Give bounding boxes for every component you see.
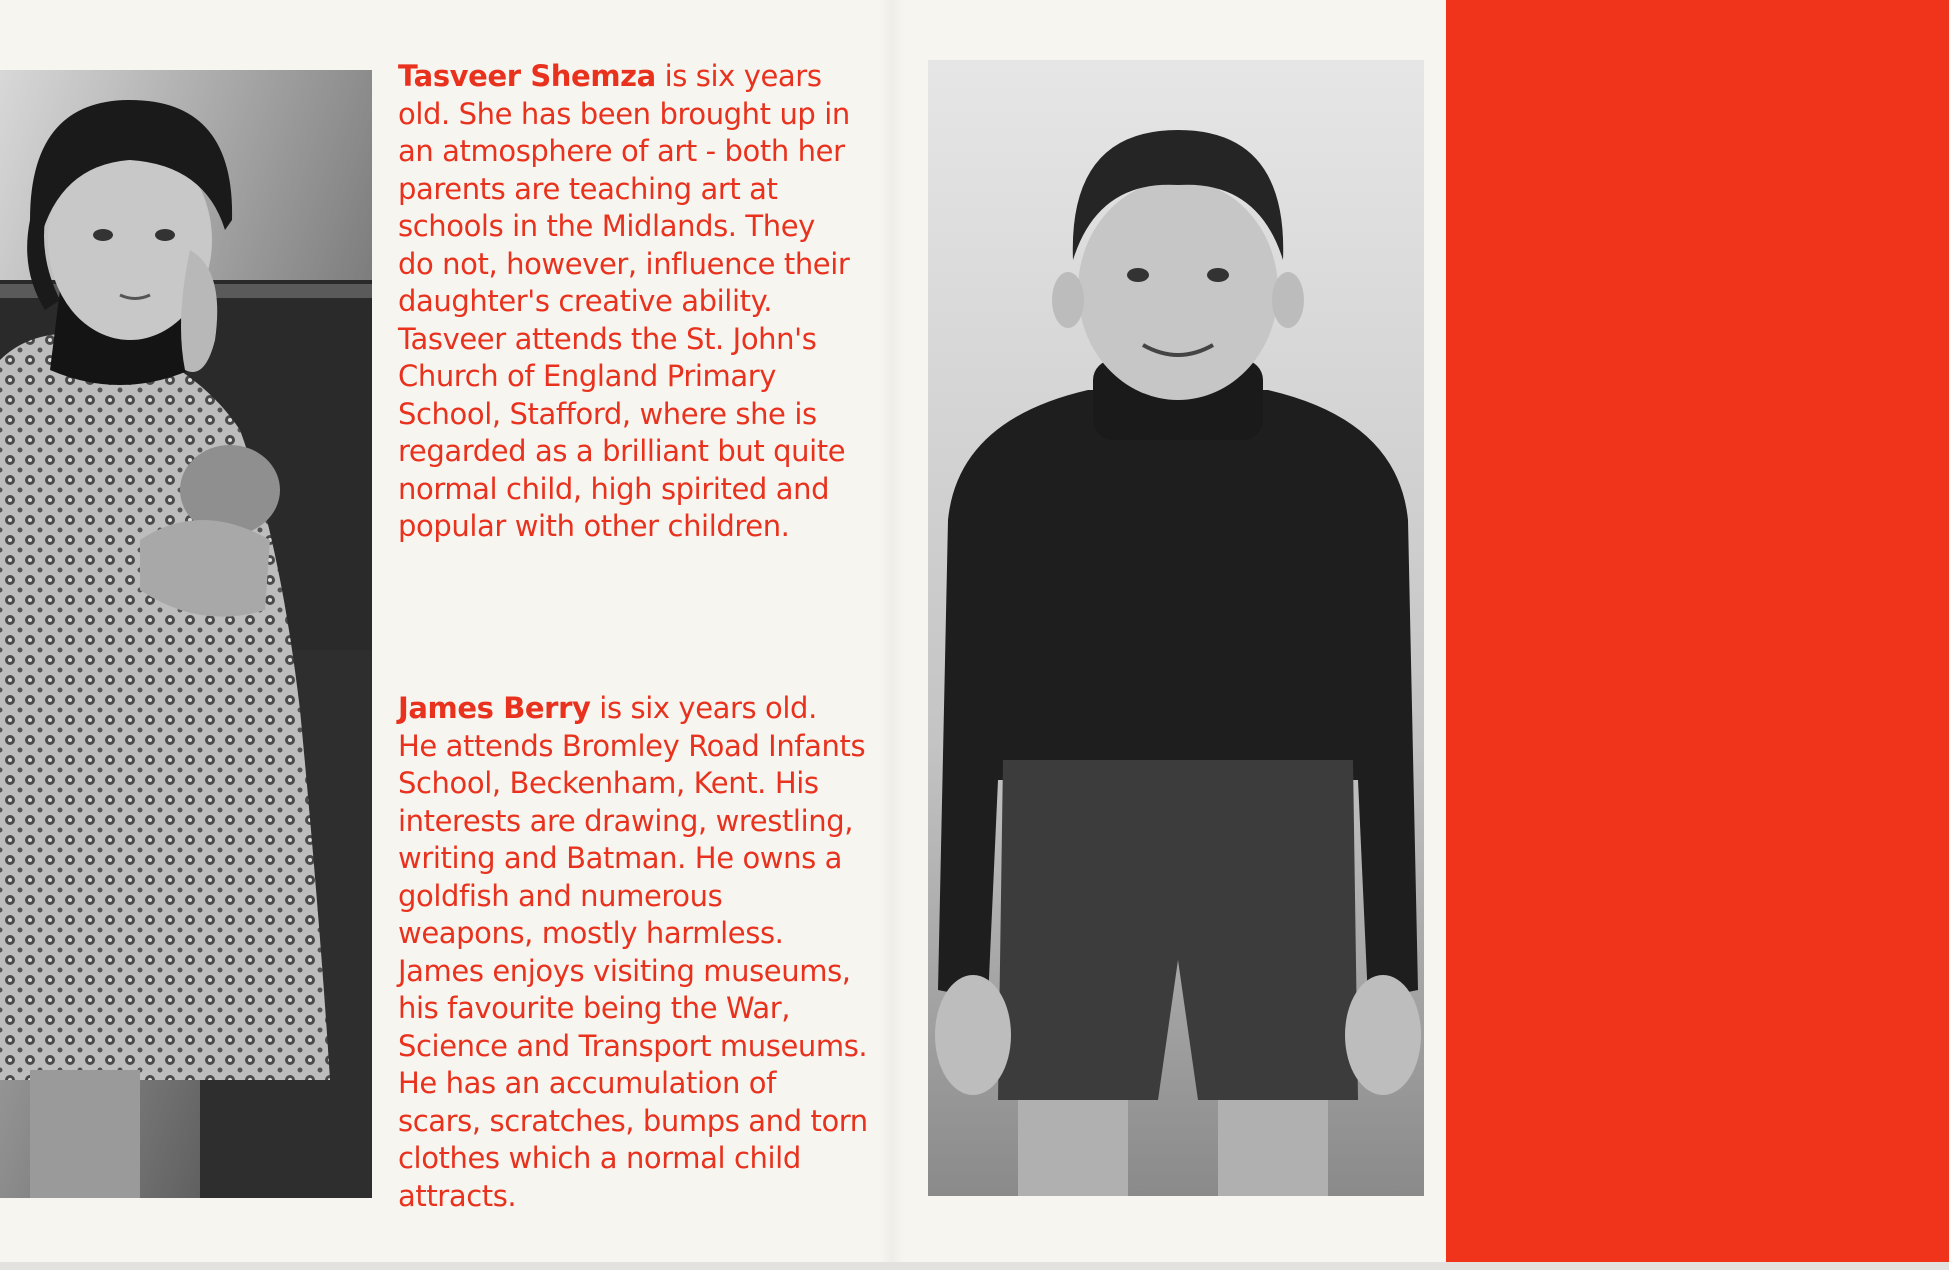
photo-tasveer-shemza bbox=[0, 70, 372, 1198]
bio-name: Tasveer Shemza bbox=[398, 59, 656, 93]
red-panel bbox=[1446, 0, 1949, 1262]
photo-james-berry bbox=[928, 60, 1424, 1196]
bio-james-berry bbox=[398, 690, 918, 1215]
bio-tasveer-shemza bbox=[398, 58, 918, 546]
page-bottom-edge bbox=[0, 1262, 1949, 1270]
bio-name: James Berry bbox=[398, 691, 591, 725]
bio-text: is six years old. She has been brought up in an atmosphere of art - both her parents are teaching art at schools in the Midlands. They do not, however, influence their daughter's creative ability. Tasveer attends the St. John's Church of England Primary School, Stafford, where she is regarded as a brilliant but quite normal child, high spirited and popular with other children. bbox=[398, 59, 850, 543]
bio-text: is six years old. He attends Bromley Road Infants School, Beckenham, Kent. His interests are drawing, wrestling, writing and Batman. He owns a goldfish and numerous weapons, mostly harmless. James enjoys visiting museums, his favourite being the War, Science and Transport museums. He has an accumulation of scars, scratches, bumps and torn clothes which a normal child attracts. bbox=[398, 691, 868, 1213]
